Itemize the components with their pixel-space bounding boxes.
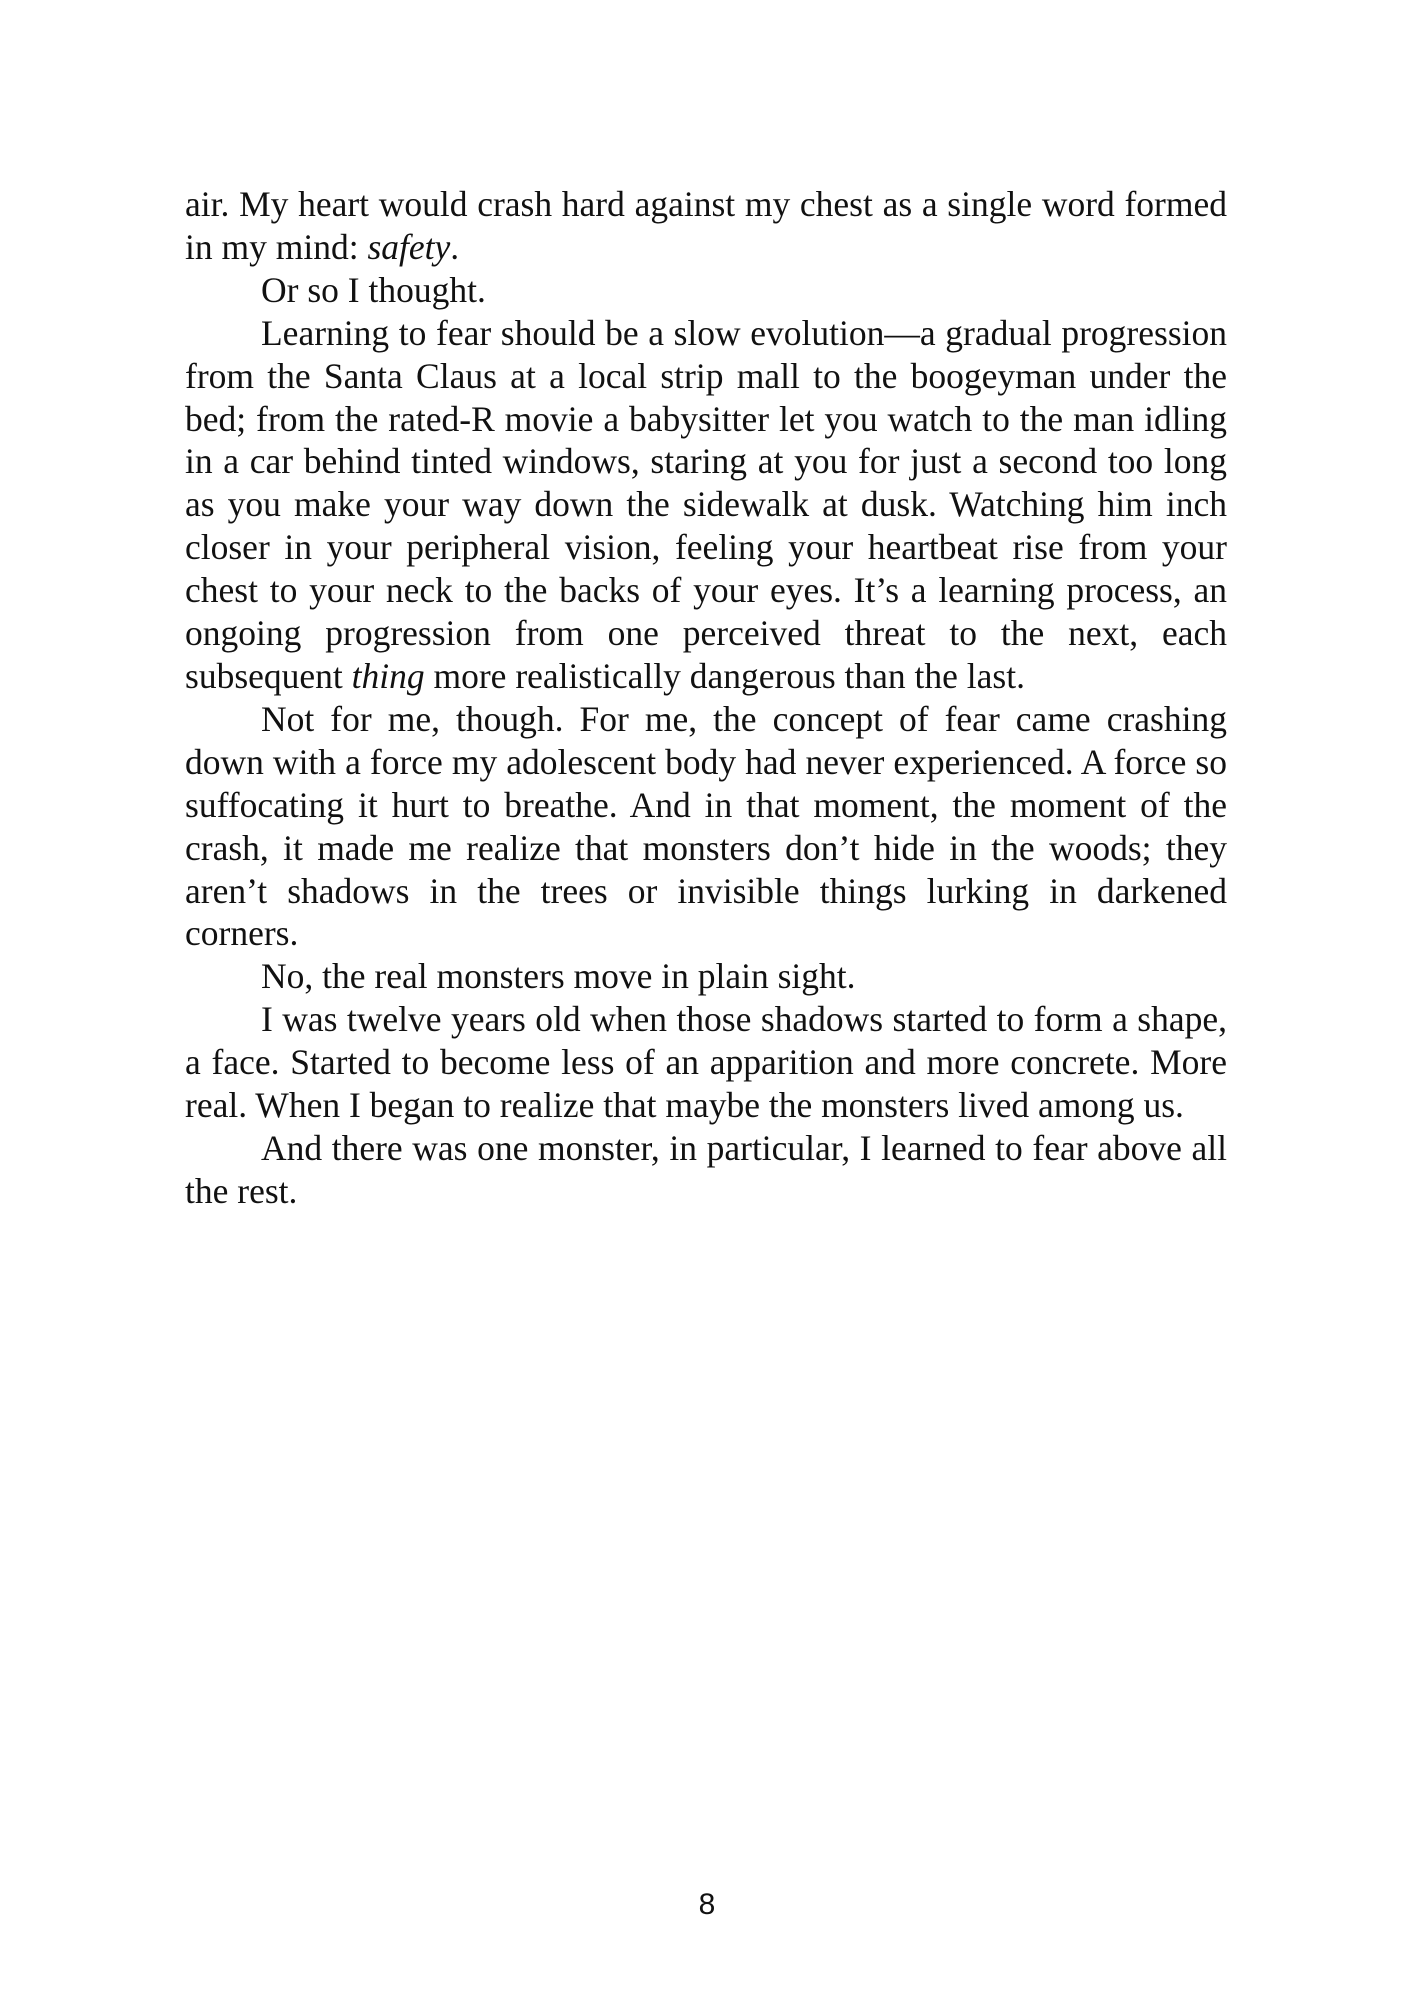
text-segment: more realistically dangerous than the last. <box>424 655 1025 696</box>
text-segment: No, the real monsters move in plain sight. <box>261 956 856 997</box>
text-segment: Learning to fear should be a slow evolution—a gradual progression from the Santa Claus at a local strip mall to the boogeyman under the bed; from the rated-R movie a babysitter let you watch to the man idling in a car behind tinted windows, staring at you for just a second too long as you make your way down the sidewalk at dusk. Watching him inch closer in your peripheral vision, feeling your heartbeat rise from your chest to your neck to the backs of your eyes. It’s a learning process, an ongoing progression from one perceived threat to the next, each subsequent <box>185 312 1227 696</box>
text-segment: And there was one monster, in particular, I learned to fear above all the rest. <box>185 1127 1227 1211</box>
paragraph-6 <box>185 998 1227 1127</box>
paragraph-7 <box>185 1127 1227 1213</box>
page-body-text <box>185 183 1227 1213</box>
paragraph-5 <box>185 955 1227 998</box>
paragraph-1 <box>185 183 1227 269</box>
text-segment: . <box>450 226 460 267</box>
italic-segment: safety <box>367 226 451 267</box>
page-number: 8 <box>698 1888 716 1921</box>
text-segment: I was twelve years old when those shadows started to form a shape, a face. Started to become less of an apparition and more concrete. More real. When I began to realize that maybe the monsters lived among us. <box>185 999 1227 1126</box>
text-segment: air. My heart would crash hard against my chest as a single word formed in my mind: <box>185 184 1227 267</box>
text-segment: Not for me, though. For me, the concept of fear came crashing down with a force my adolescent body had never experienced. A force so suffocating it hurt to breathe. And in that moment, the moment of the crash, it made me realize that monsters don’t hide in the woods; they aren’t shadows in the trees or invisible things lurking in darkened corners. <box>185 698 1227 954</box>
paragraph-3 <box>185 312 1227 698</box>
text-segment: Or so I thought. <box>261 269 486 310</box>
paragraph-2 <box>185 269 1227 312</box>
italic-segment: thing <box>351 655 425 696</box>
paragraph-4 <box>185 698 1227 955</box>
